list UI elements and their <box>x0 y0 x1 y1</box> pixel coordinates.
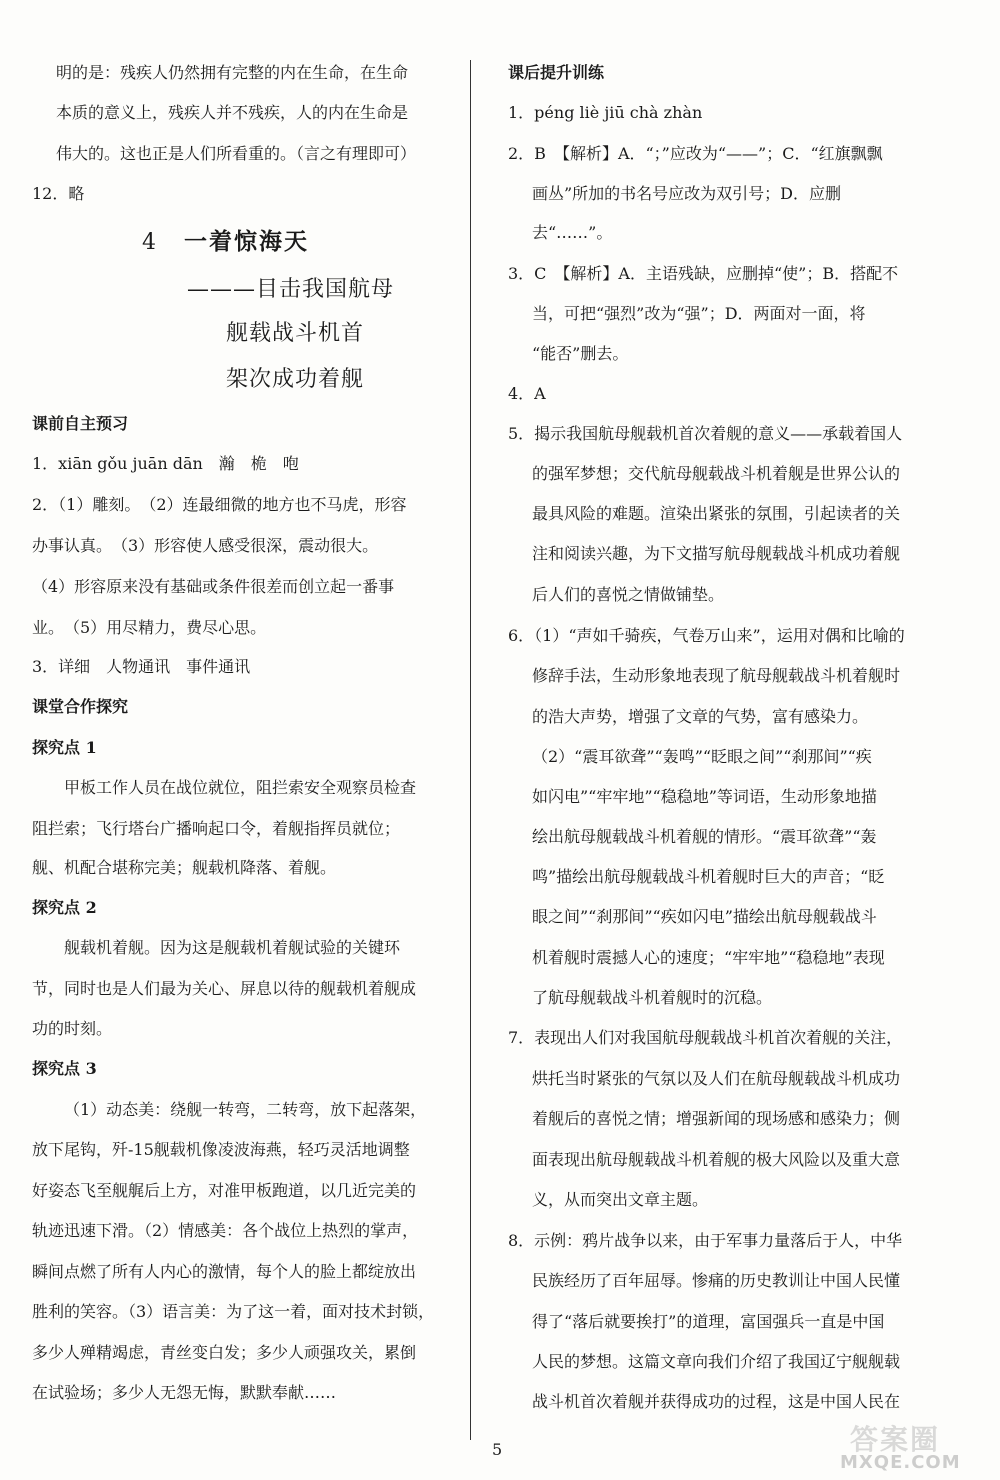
section-heading: 课堂合作探究 <box>32 697 129 716</box>
text-line: 面表现出航母舰载战斗机着舰的极大风险以及重大意 <box>532 1150 901 1169</box>
text-line: 多少人殚精竭虑，青丝变白发；多少人顽强攻关，累倒 <box>32 1343 417 1362</box>
text-line: 战斗机首次着舰并获得成功的过程，这是中国人民在 <box>532 1392 901 1411</box>
text-line: 后人们的喜悦之情做铺垫。 <box>532 585 725 604</box>
text-line: 舰、机配合堪称完美；舰载机降落、着舰。 <box>32 858 337 877</box>
subsection-heading: 探究点 3 <box>32 1059 97 1078</box>
text-line: 办事认真。 （3）形容使人感受很深，震动很大。 <box>32 536 379 555</box>
watermark-text: MXQE.COM <box>840 1452 961 1473</box>
text-line: 最具风险的难题。渲染出紧张的氛围，引起读者的关 <box>532 504 901 523</box>
text-line: “能否”删去。 <box>532 344 629 363</box>
section-heading: 课前自主预习 <box>32 414 129 433</box>
text-line: 在试验场；多少人无怨无悔，默默奉献…… <box>32 1383 337 1402</box>
page-number: 5 <box>492 1440 503 1459</box>
text-line: 注和阅读兴趣，为下文描写航母舰载战斗机成功着舰 <box>532 544 901 563</box>
text-line: 烘托当时紧张的气氛以及人们在航母舰载战斗机成功 <box>532 1069 901 1088</box>
text-line: 7．表现出人们对我国航母舰载战斗机首次着舰的关注， <box>508 1028 903 1047</box>
column-divider <box>470 60 471 1440</box>
text-line: 的强军梦想；交代航母舰载战斗机着舰是世界公认的 <box>532 464 901 483</box>
text-line: 画丛”所加的书名号应改为双引号；D．应删 <box>532 184 842 203</box>
text-line: 民族经历了百年屈辱。惨痛的历史教训让中国人民懂 <box>532 1271 901 1290</box>
text-line: （1）动态美：绕舰一转弯，二转弯，放下起落架， <box>64 1100 427 1119</box>
lesson-number: 4 <box>142 230 156 255</box>
text-line: 鸣”描绘出航母舰载战斗机着舰时巨大的声音；“眨 <box>532 867 885 886</box>
subsection-heading: 探究点 1 <box>32 738 97 757</box>
text-line: 5．揭示我国航母舰载机首次着舰的意义——承载着国人 <box>508 424 903 443</box>
text-line: 伟大的。这也正是人们所看重的。（言之有理即可） <box>56 144 417 163</box>
text-line: 12．略 <box>32 184 85 203</box>
text-line: 机着舰时震撼人心的速度；“牢牢地”“稳稳地”表现 <box>532 948 885 967</box>
text-line: 功的时刻。 <box>32 1019 113 1038</box>
lesson-subtitle-line: ———目击我国航母 <box>187 277 395 302</box>
text-line: 2．B 【解析】A．“；”应改为“——”；C．“红旗飘飘 <box>508 144 883 163</box>
text-line: 6．（1）“声如千骑疾，气卷万山来”，运用对偶和比喻的 <box>508 626 905 645</box>
section-heading: 课后提升训练 <box>508 63 605 82</box>
text-line: 4．A <box>508 384 546 403</box>
text-line: 业。 （5）用尽精力，费尽心思。 <box>32 618 267 637</box>
text-line: 3．详细 人物通讯 事件通讯 <box>32 657 251 676</box>
text-line: 如闪电”“牢牢地”“稳稳地”等词语，生动形象地描 <box>532 787 877 806</box>
text-line: 绘出航母舰载战斗机着舰的情形。“震耳欲聋”“轰 <box>532 827 877 846</box>
text-line: 人民的梦想。这篇文章向我们介绍了我国辽宁舰舰载 <box>532 1352 901 1371</box>
text-line: 瞬间点燃了所有人内心的激情，每个人的脸上都绽放出 <box>32 1262 417 1281</box>
text-line: 明的是：残疾人仍然拥有完整的内在生命，在生命 <box>56 63 409 82</box>
text-line: 义，从而突出文章主题。 <box>532 1190 709 1209</box>
text-line: （4）形容原来没有基础或条件很差而创立起一番事 <box>32 577 395 596</box>
text-line: 放下尾钩，歼-15舰载机像凌波海燕，轻巧灵活地调整 <box>32 1140 410 1159</box>
text-line: 着舰后的喜悦之情；增强新闻的现场感和感染力；侧 <box>532 1109 901 1128</box>
text-line: 本质的意义上，残疾人并不残疾，人的内在生命是 <box>56 103 409 122</box>
text-line: 胜利的笑容。（3）语言美：为了这一着，面对技术封锁， <box>32 1302 435 1321</box>
lesson-subtitle-line: 架次成功着舰 <box>226 367 365 392</box>
text-line: （2）“震耳欲聋”“轰鸣”“眨眼之间”“刹那间”“疾 <box>532 747 872 766</box>
text-line: 了航母舰载战斗机着舰时的沉稳。 <box>532 988 773 1007</box>
text-line: 去“……”。 <box>532 223 613 242</box>
subsection-heading: 探究点 2 <box>32 898 97 917</box>
text-line: 3．C 【解析】A．主语残缺，应删掉“使”；B．搭配不 <box>508 264 899 283</box>
text-line: 舰载机着舰。因为这是舰载机着舰试验的关键环 <box>64 938 401 957</box>
text-line: 节，同时也是人们最为关心、屏息以待的舰载机着舰成 <box>32 979 417 998</box>
text-line: 眼之间”“刹那间”“疾如闪电”描绘出航母舰载战斗 <box>532 907 877 926</box>
text-line: 的浩大声势，增强了文章的气势，富有感染力。 <box>532 707 869 726</box>
watermark-logo <box>840 1418 990 1476</box>
text-line: 8．示例：鸦片战争以来，由于军事力量落后于人，中华 <box>508 1231 903 1250</box>
text-line: 1．xiān gǒu juān dān 瀚 桅 咆 <box>32 454 299 473</box>
watermark-seal: 答案圈 <box>850 1423 941 1456</box>
text-line: 好姿态飞至舰艉后上方，对准甲板跑道，以几近完美的 <box>32 1181 417 1200</box>
text-line: 阻拦索；飞行塔台广播响起口令，着舰指挥员就位； <box>32 819 401 838</box>
lesson-title: 一着惊海天 <box>184 228 309 255</box>
text-line: 2．（1）雕刻。 （2）连最细微的地方也不马虎，形容 <box>32 495 407 514</box>
text-line: 修辞手法，生动形象地表现了航母舰载战斗机着舰时 <box>532 666 901 685</box>
text-line: 得了“落后就要挨打”的道理，富国强兵一直是中国 <box>532 1312 885 1331</box>
text-line: 轨迹迅速下滑。（2）情感美：各个战位上热烈的掌声， <box>32 1221 419 1240</box>
text-line: 当，可把“强烈”改为“强”；D．两面对一面，将 <box>532 304 866 323</box>
text-line: 甲板工作人员在战位就位，阻拦索安全观察员检查 <box>64 778 417 797</box>
text-line: 1．péng liè jiū chà zhàn <box>508 103 703 122</box>
lesson-subtitle-line: 舰载战斗机首 <box>226 321 365 346</box>
